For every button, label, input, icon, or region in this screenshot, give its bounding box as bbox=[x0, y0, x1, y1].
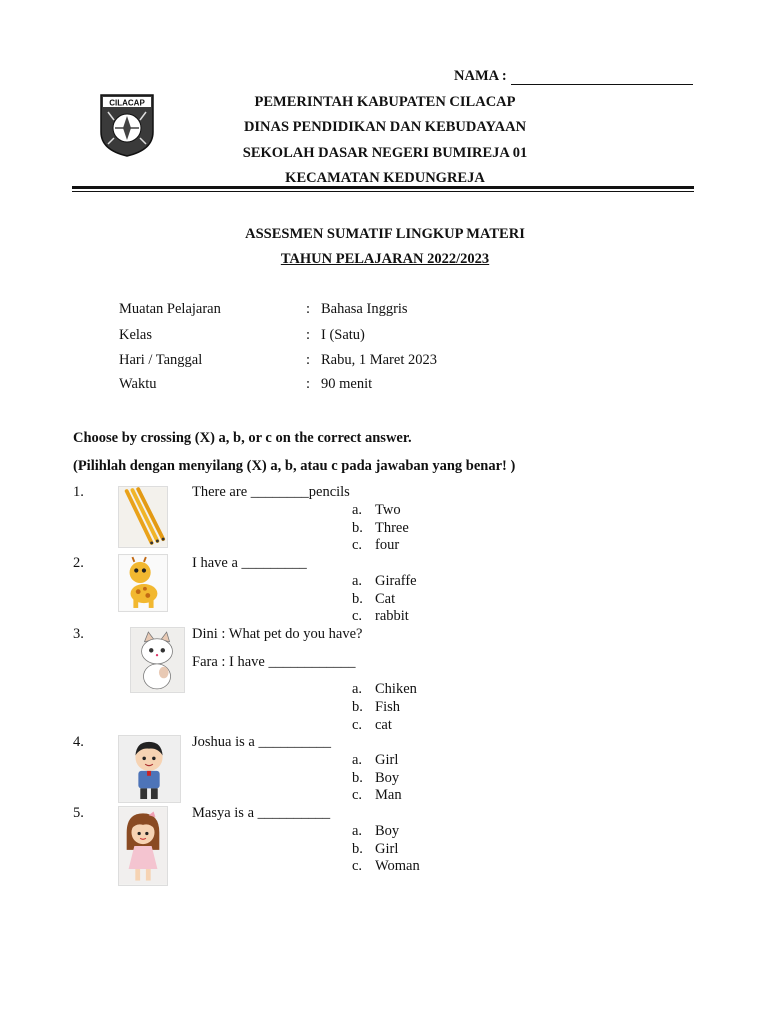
info-value: Bahasa Inggris bbox=[321, 301, 408, 317]
option-letter[interactable]: b. bbox=[352, 841, 363, 857]
option-letter[interactable]: a. bbox=[352, 752, 363, 768]
option-letter[interactable]: b. bbox=[352, 699, 363, 715]
option-text[interactable]: Boy bbox=[375, 770, 400, 786]
cilacap-logo bbox=[98, 92, 156, 158]
option-letter[interactable]: a. bbox=[352, 502, 363, 518]
option-text[interactable]: Fish bbox=[375, 699, 400, 715]
exam-title: ASSESMEN SUMATIF LINGKUP MATERI bbox=[245, 226, 525, 242]
option-text[interactable]: Girl bbox=[375, 841, 399, 857]
logo-text: CILACAP bbox=[109, 98, 145, 108]
option-text[interactable]: Girl bbox=[375, 752, 399, 768]
question-text: Dini : What pet do you have? bbox=[192, 626, 363, 642]
option-letter[interactable]: c. bbox=[352, 787, 363, 803]
header-line-3: SEKOLAH DASAR NEGERI BUMIREJA 01 bbox=[242, 145, 528, 161]
info-colon: : bbox=[306, 327, 311, 343]
name-label: NAMA : bbox=[454, 68, 507, 84]
option-text[interactable]: Boy bbox=[375, 823, 400, 839]
option-text[interactable]: Three bbox=[375, 520, 409, 536]
question-number: 2. bbox=[73, 555, 84, 571]
option-letter[interactable]: a. bbox=[352, 573, 363, 589]
question-text-2: Fara : I have ____________ bbox=[192, 654, 356, 670]
name-blank-line[interactable] bbox=[511, 68, 693, 85]
info-label: Muatan Pelajaran bbox=[119, 301, 221, 317]
question-number: 5. bbox=[73, 805, 84, 821]
info-value: I (Satu) bbox=[321, 327, 365, 343]
option-letter[interactable]: a. bbox=[352, 823, 363, 839]
option-text[interactable]: Giraffe bbox=[375, 573, 417, 589]
question-text: There are ________pencils bbox=[192, 484, 350, 500]
instruction-indonesian: (Pilihlah dengan menyilang (X) a, b, atau c pada jawaban yang benar! ) bbox=[73, 458, 516, 474]
question-text: Joshua is a __________ bbox=[192, 734, 331, 750]
info-label: Kelas bbox=[119, 327, 153, 343]
info-value: 90 menit bbox=[321, 376, 373, 392]
question-text: I have a _________ bbox=[192, 555, 307, 571]
info-colon: : bbox=[306, 301, 311, 317]
header-line-4: KECAMATAN KEDUNGREJA bbox=[285, 170, 485, 186]
option-letter[interactable]: b. bbox=[352, 770, 363, 786]
info-colon: : bbox=[306, 376, 311, 392]
academic-year-text: TAHUN PELAJARAN 2022/2023 bbox=[280, 251, 490, 267]
option-letter[interactable]: b. bbox=[352, 520, 363, 536]
pencils-image bbox=[118, 486, 168, 548]
header-rule-thin bbox=[72, 191, 694, 192]
option-text[interactable]: rabbit bbox=[375, 608, 409, 624]
info-colon: : bbox=[306, 352, 311, 368]
option-letter[interactable]: a. bbox=[352, 681, 363, 697]
option-text[interactable]: Chiken bbox=[375, 681, 417, 697]
info-value: Rabu, 1 Maret 2023 bbox=[321, 352, 437, 368]
question-text: Masya is a __________ bbox=[192, 805, 331, 821]
option-letter[interactable]: c. bbox=[352, 537, 363, 553]
info-label: Hari / Tanggal bbox=[119, 352, 203, 368]
option-text[interactable]: cat bbox=[375, 717, 392, 733]
boy-image bbox=[118, 735, 181, 803]
option-text[interactable]: Woman bbox=[375, 858, 420, 874]
header-line-1: PEMERINTAH KABUPATEN CILACAP bbox=[254, 94, 516, 110]
name-field[interactable] bbox=[454, 68, 693, 85]
info-label: Waktu bbox=[119, 376, 157, 392]
header-rule-thick bbox=[72, 186, 694, 189]
option-text[interactable]: Two bbox=[375, 502, 401, 518]
cat-image bbox=[130, 627, 185, 693]
option-letter[interactable]: b. bbox=[352, 591, 363, 607]
option-letter[interactable]: c. bbox=[352, 717, 363, 733]
option-text[interactable]: Man bbox=[375, 787, 402, 803]
giraffe-image bbox=[118, 554, 168, 612]
question-number: 4. bbox=[73, 734, 84, 750]
question-number: 3. bbox=[73, 626, 84, 642]
option-letter[interactable]: c. bbox=[352, 608, 363, 624]
option-text[interactable]: four bbox=[375, 537, 400, 553]
girl-image bbox=[118, 806, 168, 886]
header-line-2: DINAS PENDIDIKAN DAN KEBUDAYAAN bbox=[243, 119, 527, 135]
option-text[interactable]: Cat bbox=[375, 591, 396, 607]
option-letter[interactable]: c. bbox=[352, 858, 363, 874]
academic-year-title bbox=[150, 251, 620, 268]
instruction-english: Choose by crossing (X) a, b, or c on the correct answer. bbox=[73, 430, 412, 446]
question-number: 1. bbox=[73, 484, 84, 500]
